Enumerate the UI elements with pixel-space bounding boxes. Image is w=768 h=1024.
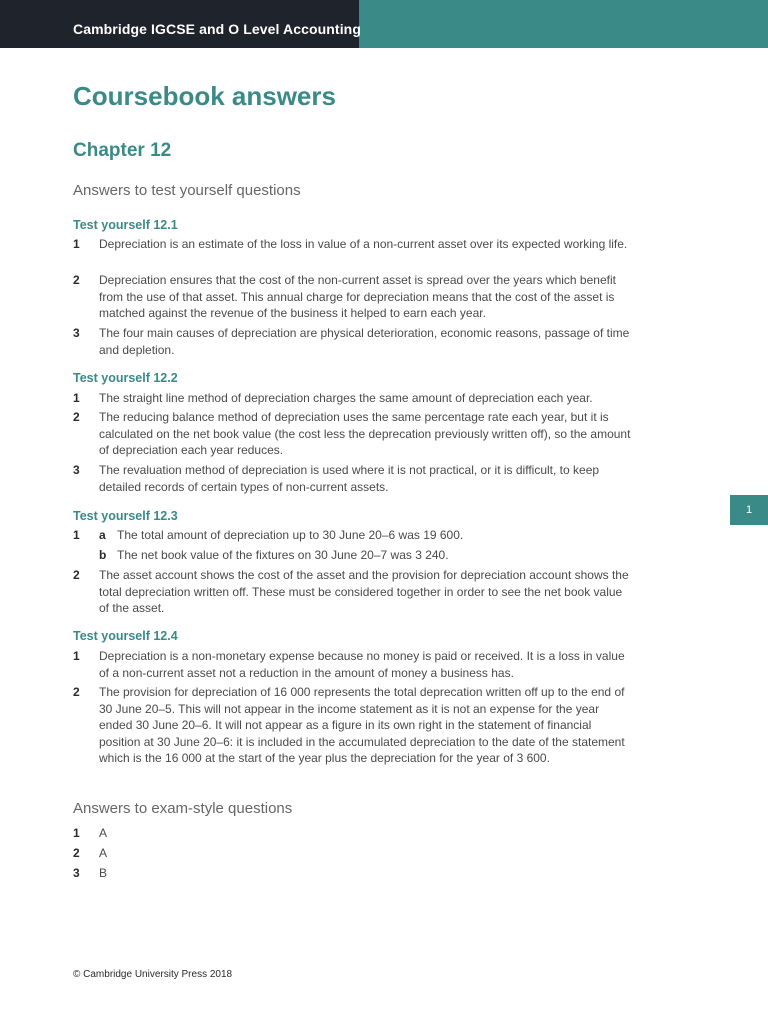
page-title: Coursebook answers	[73, 81, 336, 111]
list-item	[73, 547, 633, 564]
list-item	[73, 648, 633, 681]
page-number-tab: 1	[730, 495, 768, 525]
list-item	[73, 272, 633, 322]
list-item	[73, 684, 633, 767]
footer-copyright: © Cambridge University Press 2018	[73, 969, 233, 980]
test-12-4-title: Test yourself 12.4	[73, 629, 178, 643]
test-12-2-title: Test yourself 12.2	[73, 371, 178, 385]
test-12-1-title: Test yourself 12.1	[73, 218, 178, 232]
list-item	[73, 409, 633, 459]
item-number: 2	[73, 846, 80, 860]
item-text: The straight line method of depreciation charges the same amount of depreciation each year.	[99, 391, 593, 405]
item-number: 2	[73, 685, 80, 699]
item-number: 2	[73, 410, 80, 424]
section-exam-heading: Answers to exam-style questions	[73, 800, 293, 817]
item-number: 3	[73, 326, 80, 340]
item-letter: b	[99, 548, 107, 562]
chapter-title: Chapter 12	[73, 140, 172, 161]
item-text: The asset account shows the cost of the asset and the provision for depreciation account shows the total depreciation written off. These must be considered together in order to see the net book value of the asset.	[99, 568, 629, 615]
item-number: 3	[73, 866, 80, 880]
item-text: The net book value of the fixtures on 30 June 20–7 was 3 240.	[117, 548, 449, 562]
item-text: Depreciation is a non-monetary expense because no money is paid or received. It is a loss in value of a non-current asset not a reduction in the amount of money a business has.	[99, 649, 625, 680]
item-text: Depreciation is an estimate of the loss in value of a non-current asset over its expected working life.	[99, 237, 628, 251]
list-item	[73, 462, 633, 495]
list-item	[73, 236, 633, 253]
item-number: 1	[73, 826, 80, 840]
item-number: 1	[73, 237, 80, 251]
item-number: 1	[73, 391, 80, 405]
item-text: The revaluation method of depreciation is used where it is not practical, or it is difficult, to keep detailed records of certain types of non-current assets.	[99, 463, 600, 494]
item-text: The total amount of depreciation up to 30 June 20–6 was 19 600.	[117, 528, 464, 542]
test-12-3-title: Test yourself 12.3	[73, 509, 178, 523]
item-text: A	[99, 846, 108, 860]
list-item	[73, 845, 633, 862]
item-number: 3	[73, 463, 80, 477]
item-number: 2	[73, 568, 80, 582]
item-number: 1	[73, 649, 80, 663]
item-text: The provision for depreciation of 16 000 represents the total deprecation written off up to the end of 30 June 20–5. This will not appear in the income statement as it is not an expense for the year ended 30 June 20–6. It will not appear as a figure in its own right in the statement of financial position at 30 June 20–6: it is included in the accumulated depreciation to the date of the statement which is the 16 000 at the start of the year plus the depreciation for the year of 3 600.	[99, 685, 625, 765]
item-number: 2	[73, 273, 80, 287]
list-item	[73, 567, 633, 617]
item-text: Depreciation ensures that the cost of the non-current asset is spread over the years which benefit from the use of that asset. This annual charge for depreciation means that the cost of the asset is matched against the revenue of the business it helped to earn each year.	[99, 273, 616, 320]
item-number: 1	[73, 528, 80, 542]
header-title: Cambridge IGCSE and O Level Accounting	[73, 21, 361, 37]
section-test-heading: Answers to test yourself questions	[73, 182, 301, 199]
list-item	[73, 527, 633, 544]
item-letter: a	[99, 528, 106, 542]
list-item	[73, 390, 633, 407]
list-item	[73, 825, 633, 842]
item-text: The reducing balance method of depreciation uses the same percentage rate each year, but it is calculated on the net book value (the cost less the deprecation previously written off), so the amount of depreciation each year reduces.	[99, 410, 631, 457]
item-text: The four main causes of depreciation are physical deterioration, economic reasons, passage of time and depletion.	[99, 326, 630, 357]
header-accent-band	[359, 0, 768, 48]
list-item	[73, 865, 633, 882]
item-text: B	[99, 866, 108, 880]
list-item	[73, 325, 633, 358]
item-text: A	[99, 826, 108, 840]
